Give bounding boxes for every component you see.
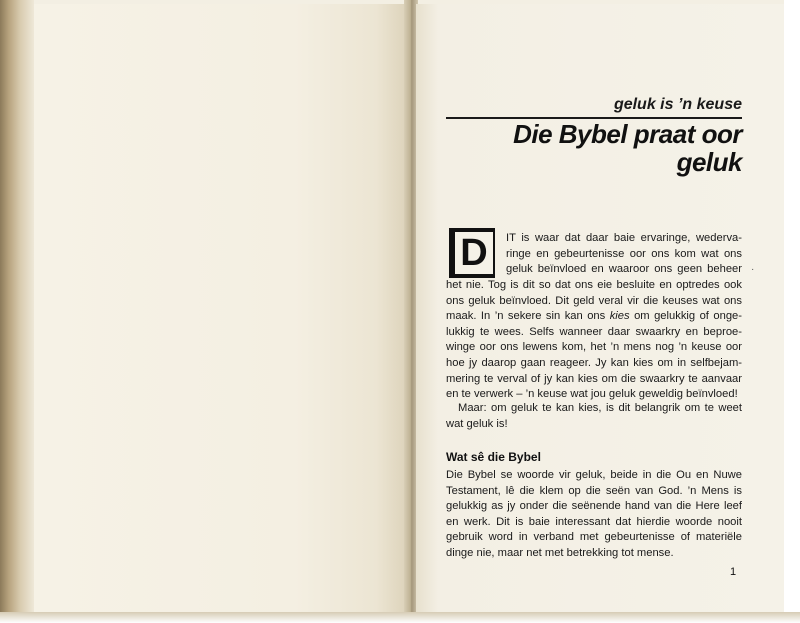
text-line: wat geluk is!	[446, 417, 508, 430]
bottom-edge	[0, 612, 800, 623]
drop-cap-letter: D	[453, 230, 495, 276]
section-subheading: Wat sê die Bybel	[446, 450, 541, 464]
emphasis-word: kies	[609, 310, 630, 323]
text-line: lukkig te wees. Selfs wanneer daar swaarkry en beproe-	[446, 325, 742, 338]
text-line: Maar: om geluk te kan kies, is dit belangrik om te weet	[458, 402, 742, 414]
text-line: mering te verval of jy kan kies om die swaarkry te aanvaar	[446, 372, 742, 385]
text-line: en werk. Dit is baie interessant dat hierdie woorde nooit	[446, 515, 742, 528]
text-line: Testament, lê die klem op die seën van God. ’n Mens is	[446, 484, 742, 497]
text-line: winge oor ons lewens kom, het ’n mens nog ’n keuse oor	[446, 341, 742, 354]
chapter-kicker: geluk is ’n keuse	[613, 96, 742, 113]
text-line: gelukkig as jy onder die seënende hand van die Here leef	[446, 500, 742, 513]
text-segment: om gelukkig of onge-	[629, 310, 742, 323]
page-number: 1	[730, 566, 737, 578]
text-line: hoe jy daarop gaan reageer. Jy kan kies om in selfbejam-	[446, 356, 742, 369]
left-cover-edge	[0, 0, 34, 623]
intro-paragraph	[446, 278, 742, 403]
page-title: Die Bybel praat oor geluk	[513, 119, 742, 177]
text-line: en te verwerk – ’n keuse wat jou geluk geweldig beïnvloed!	[446, 388, 738, 401]
text-line	[446, 309, 742, 325]
intro-paragraph-start	[506, 231, 742, 278]
speck-mark: ·	[751, 264, 755, 275]
right-margin	[784, 0, 800, 623]
bible-paragraph	[446, 468, 742, 562]
drop-cap	[449, 228, 499, 280]
text-line: dinge nie, maar net met betrekking tot mense.	[446, 546, 674, 559]
text-line: geluk beïnvloed en waaroor ons geen beheer	[506, 263, 742, 276]
text-segment: maak. In ’n sekere sin kan ons	[446, 310, 610, 323]
text-line: het nie. Tog is dit so dat ons eie besluite en optredes ook	[446, 279, 742, 291]
second-paragraph	[446, 401, 742, 432]
text-line: ons geluk beïnvloed. Dit geld veral vir die keuses wat ons	[446, 294, 742, 307]
text-line: Die Bybel se woorde vir geluk, beide in die Ou en Nuwe	[446, 469, 742, 481]
text-line: ringe en gebeurtenisse oor ons kom wat ons	[506, 247, 742, 260]
left-page-blank	[34, 4, 406, 616]
text-line: IT is waar dat daar baie ervaringe, wederva-	[506, 232, 742, 244]
text-line: gebruik word in verband met gebeurtenisse of materiële	[446, 531, 742, 544]
